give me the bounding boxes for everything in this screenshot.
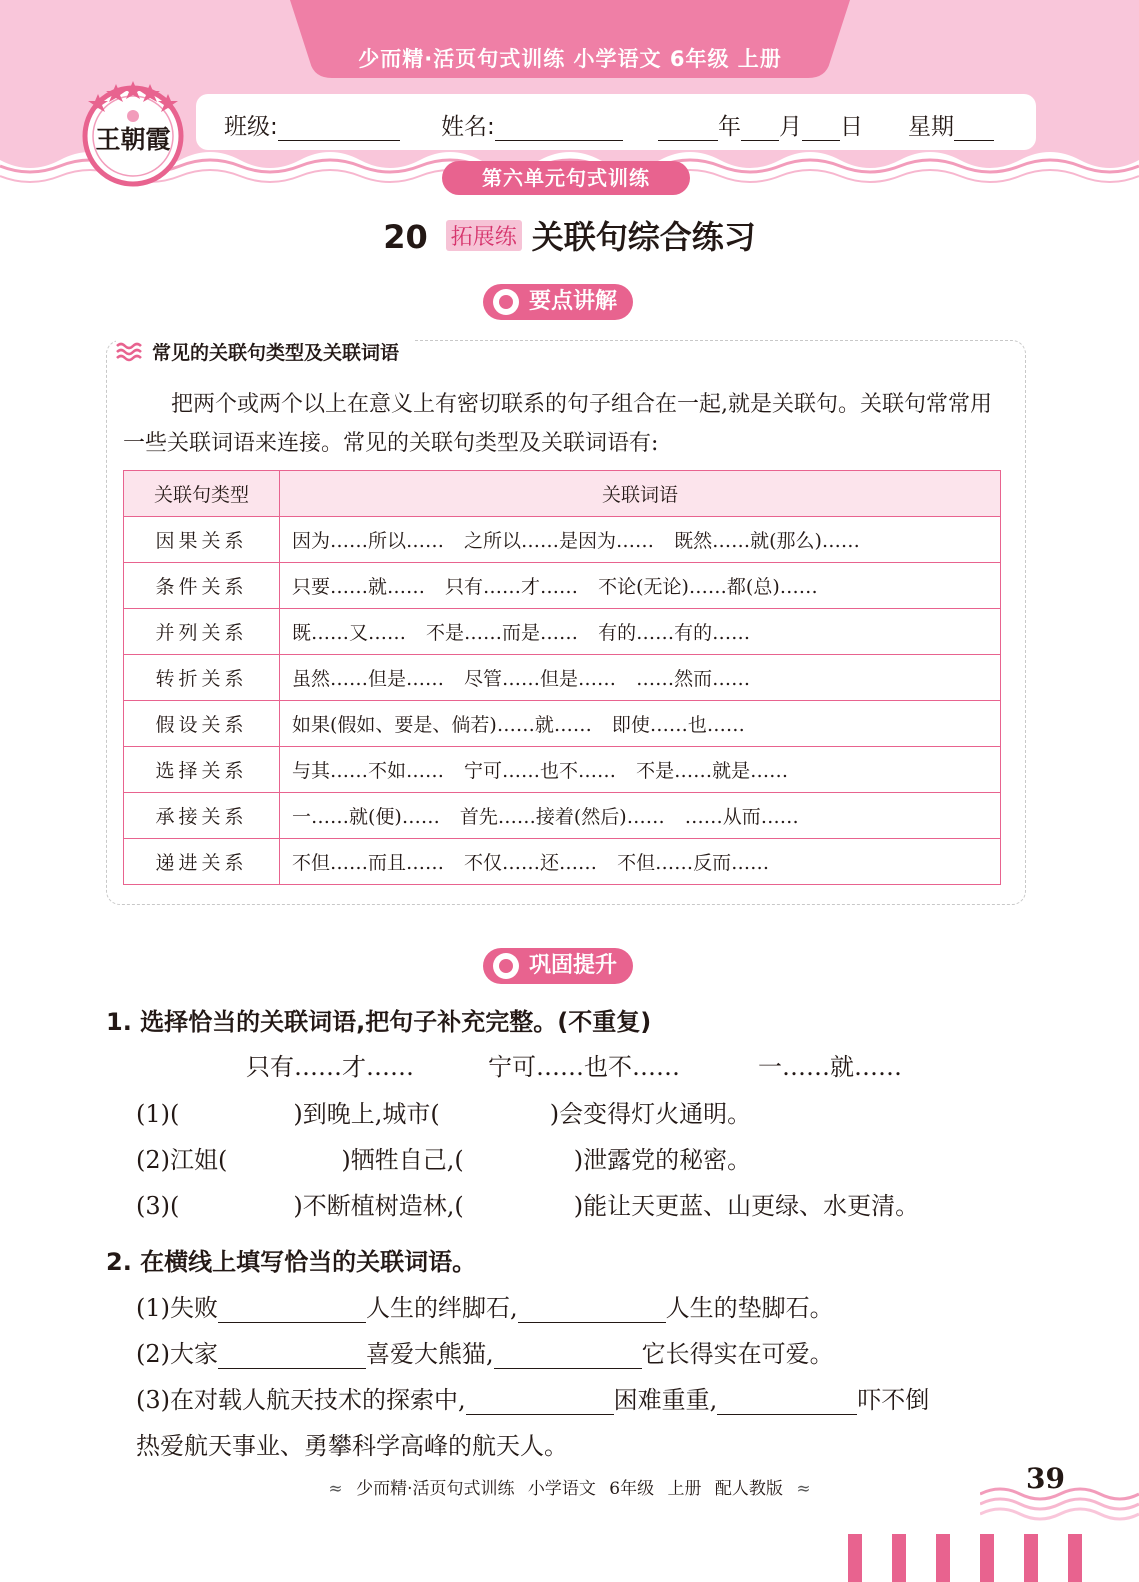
row-words: 既……又…… 不是……而是…… 有的……有的…… — [280, 609, 1001, 655]
lesson-number: 20 — [383, 218, 428, 256]
section-consolidate-title: 巩固提升 — [529, 953, 618, 978]
row-type: 承接关系 — [124, 793, 280, 839]
row-words: 一……就(便)…… 首先……接着(然后)…… ……从而…… — [280, 793, 1001, 839]
q2-item-1-part3: 人生的垫脚石。 — [665, 1294, 834, 1322]
footer-wave-icon-left: ≈ — [328, 1479, 357, 1499]
q2-item-2-part3: 它长得实在可爱。 — [641, 1340, 834, 1368]
weekday-label: 星期 — [908, 114, 954, 140]
section-key-points-title: 要点讲解 — [529, 289, 618, 314]
q2-item-1-blank-1[interactable] — [218, 1297, 366, 1323]
lesson-title — [0, 212, 1139, 258]
year-input[interactable] — [658, 117, 718, 141]
conjunction-table — [123, 470, 1001, 885]
q1-item-3-part3: )能让天更蓝、山更绿、水更清。 — [573, 1192, 920, 1220]
row-type: 并列关系 — [124, 609, 280, 655]
key-points-heading-text: 常见的关联句类型及关联词语 — [152, 342, 400, 364]
q2-item-3-blank-2[interactable] — [717, 1389, 857, 1415]
footer-wave-icon-right: ≈ — [782, 1479, 811, 1499]
q2-item-2-part1: (2)大家 — [136, 1340, 218, 1368]
table-row — [124, 747, 1001, 793]
q1-item-3 — [136, 1186, 919, 1221]
row-type: 递进关系 — [124, 839, 280, 885]
year-label: 年 — [718, 114, 741, 140]
q1-item-3-part2: )不断植树造林,( — [293, 1192, 464, 1220]
q1-item-1-part1: (1)( — [136, 1100, 180, 1128]
section-consolidate — [483, 948, 633, 984]
day-input[interactable] — [802, 117, 840, 141]
option-3: 一……就…… — [758, 1053, 902, 1081]
unit-tab: 第六单元句式训练 — [442, 161, 690, 195]
name-label: 姓名: — [441, 114, 495, 140]
key-points-heading — [116, 338, 413, 366]
option-2: 宁可……也不…… — [488, 1053, 680, 1081]
footer-text — [0, 1474, 1139, 1499]
table-row — [124, 517, 1001, 563]
intro-paragraph: 把两个或两个以上在意义上有密切联系的句子组合在一起,就是关联句。关联句常常用一些关联词语来连接。常见的关联句类型及关联词语有: — [123, 392, 992, 456]
q1-item-3-part1: (3)( — [136, 1192, 180, 1220]
q2-item-1-part2: 人生的绊脚石, — [366, 1294, 518, 1322]
q2-item-2-blank-1[interactable] — [218, 1343, 366, 1369]
row-words: 不但……而且…… 不仅……还…… 不但……反而…… — [280, 839, 1001, 885]
q2-item-1-blank-2[interactable] — [518, 1297, 666, 1323]
section-key-points — [483, 284, 633, 320]
q2-item-3-continuation: 热爱航天事业、勇攀科学高峰的航天人。 — [136, 1432, 568, 1460]
medal-icon — [493, 289, 519, 315]
row-words: 与其……不如…… 宁可……也不…… 不是……就是…… — [280, 747, 1001, 793]
month-label: 月 — [779, 114, 802, 140]
weekday-input[interactable] — [954, 117, 994, 141]
medal-icon — [493, 953, 519, 979]
q2-item-2-blank-2[interactable] — [494, 1343, 642, 1369]
q1-item-1 — [136, 1094, 751, 1129]
q2-item-3-blank-1[interactable] — [466, 1389, 614, 1415]
name-input[interactable] — [495, 117, 623, 141]
q2-item-3-part1: (3)在对载人航天技术的探索中, — [136, 1386, 466, 1414]
row-type: 因果关系 — [124, 517, 280, 563]
series-title: 少而精·活页句式训练 小学语文 6年级 上册 — [358, 47, 782, 71]
lesson-title-text: 关联句综合练习 — [531, 218, 756, 256]
q1-item-2-part2: )牺牲自己,( — [341, 1146, 464, 1174]
q1-item-2 — [136, 1140, 751, 1175]
option-1: 只有……才…… — [246, 1053, 414, 1081]
q2-item-1-part1: (1)失败 — [136, 1294, 218, 1322]
q1-item-2-part1: (2)江姐( — [136, 1146, 228, 1174]
q2-item-2-part2: 喜爱大熊猫, — [366, 1340, 494, 1368]
table-header-row — [124, 471, 1001, 517]
table-row — [124, 793, 1001, 839]
q1-item-1-part2: )到晚上,城市( — [293, 1100, 440, 1128]
table-row — [124, 563, 1001, 609]
class-label: 班级: — [224, 114, 278, 140]
wave-icon — [116, 342, 144, 362]
q2-item-2 — [136, 1334, 834, 1369]
brand-logo — [78, 78, 188, 188]
q2-item-3-part3: 吓不倒 — [857, 1386, 930, 1414]
row-words: 虽然……但是…… 尽管……但是…… ……然而…… — [280, 655, 1001, 701]
class-input[interactable] — [278, 117, 400, 141]
table-row — [124, 701, 1001, 747]
lesson-tag: 拓展练 — [446, 220, 522, 251]
month-input[interactable] — [741, 117, 779, 141]
row-type: 选择关系 — [124, 747, 280, 793]
q2-item-3 — [136, 1380, 929, 1415]
q1-item-1-part3: )会变得灯火通明。 — [549, 1100, 752, 1128]
table-row — [124, 839, 1001, 885]
question-1-heading: 1. 选择恰当的关联词语,把句子补充完整。(不重复) — [106, 1008, 652, 1036]
row-type: 假设关系 — [124, 701, 280, 747]
logo-text: 王朝霞 — [95, 125, 171, 154]
table-row — [124, 655, 1001, 701]
day-label: 日 — [840, 114, 863, 140]
row-type: 条件关系 — [124, 563, 280, 609]
footer-stripes — [846, 1534, 1096, 1582]
question-2-heading: 2. 在横线上填写恰当的关联词语。 — [106, 1248, 477, 1276]
q2-item-1 — [136, 1288, 834, 1323]
row-words: 如果(假如、要是、倘若)……就…… 即使……也…… — [280, 701, 1001, 747]
page-number: 39 — [1026, 1462, 1065, 1495]
row-type: 转折关系 — [124, 655, 280, 701]
q2-item-3-part2: 困难重重, — [613, 1386, 718, 1414]
footer-text-content: 少而精·活页句式训练 小学语文 6年级 上册 配人教版 — [356, 1479, 783, 1499]
table-row — [124, 609, 1001, 655]
table-header-words: 关联词语 — [280, 471, 1001, 517]
row-words: 只要……就…… 只有……才…… 不论(无论)……都(总)…… — [280, 563, 1001, 609]
q1-item-2-part3: )泄露党的秘密。 — [573, 1146, 752, 1174]
student-info-bar — [196, 94, 1036, 150]
table-header-type: 关联句类型 — [124, 471, 280, 517]
row-words: 因为……所以…… 之所以……是因为…… 既然……就(那么)…… — [280, 517, 1001, 563]
